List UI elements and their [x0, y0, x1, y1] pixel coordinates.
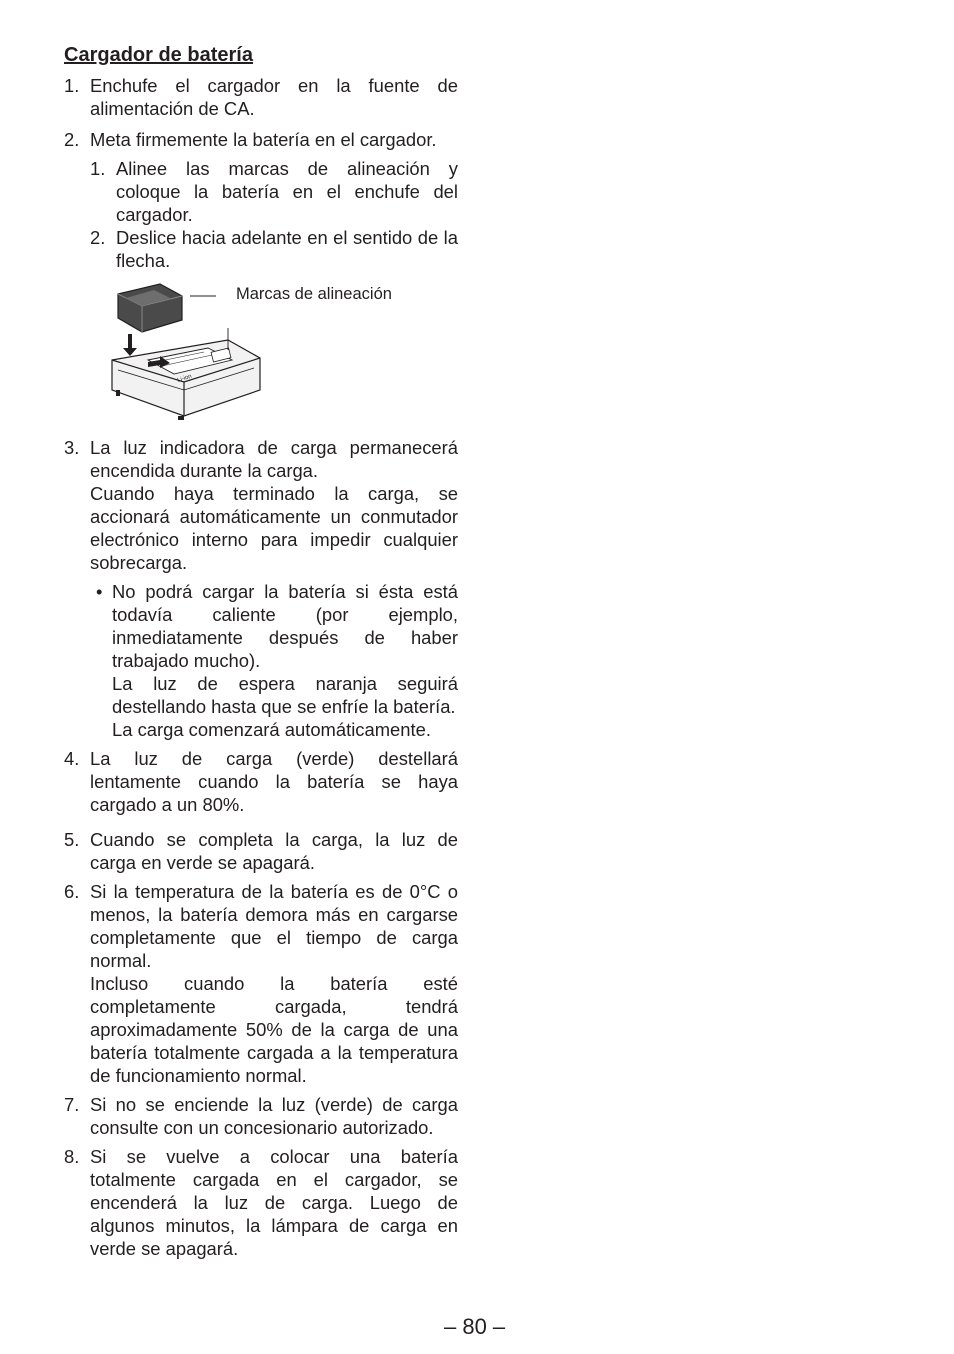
item-text: Meta firmemente la batería en el cargador.: [90, 129, 437, 150]
sub-item-number: 2.: [90, 227, 106, 248]
bullet-text: No podrá cargar la batería si ésta está todavía caliente (por ejemplo, inmediatamente después de haber trabajado mucho).: [112, 581, 458, 671]
sub-item-number: 1.: [90, 158, 106, 179]
list-item-5: [64, 828, 458, 874]
item-text: Cuando se completa la carga, la luz de carga en verde se apagará.: [90, 829, 458, 873]
list-item-2: [64, 128, 458, 432]
bullet-dot: •: [96, 581, 103, 602]
item-number: 5.: [64, 829, 80, 850]
charger-text: Li-ion: [176, 373, 193, 384]
bullet-text-final: La carga comenzará automáticamente.: [112, 719, 431, 740]
battery-charger-illustration: [108, 282, 288, 432]
sub-item-1: [90, 157, 458, 226]
item-text: La luz de carga (verde) destellará lentamente cuando la batería se haya cargado a un 80%.: [90, 748, 458, 815]
alignment-marks-label: Marcas de alineación: [236, 285, 392, 303]
section-title: Cargador de batería: [64, 44, 253, 66]
item-text: Enchufe el cargador en la fuente de alimentación de CA.: [90, 75, 458, 119]
list-item-3: [64, 436, 458, 741]
charger-figure: [90, 282, 458, 432]
item-text: Si la temperatura de la batería es de 0°C o menos, la batería demora más en cargarse completamente que el tiempo de carga normal.: [90, 881, 458, 971]
sub-item-text: Deslice hacia adelante en el sentido de la flecha.: [116, 227, 458, 271]
item-text: Si se vuelve a colocar una batería totalmente cargada en el cargador, se encenderá la luz de carga. Luego de algunos minutos, la lámpara de carga en verde se apagará.: [90, 1146, 458, 1259]
item-number: 7.: [64, 1094, 80, 1115]
sub-item-text: Alinee las marcas de alineación y coloque la batería en el enchufe del cargador.: [116, 158, 458, 225]
item-number: 6.: [64, 881, 80, 902]
list-item-4: [64, 747, 458, 816]
item-text: La luz indicadora de carga permanecerá encendida durante la carga.: [90, 437, 458, 481]
page-number: – 80 –: [444, 1314, 506, 1339]
item-number: 4.: [64, 748, 80, 769]
item-number: 8.: [64, 1146, 80, 1167]
item-text-continued: Incluso cuando la batería esté completamente cargada, tendrá aproximadamente 50% de la carga de una batería totalmente cargada a la temperatura de funcionamiento normal.: [90, 973, 458, 1086]
list-item-1: [64, 74, 458, 120]
item-number: 3.: [64, 437, 80, 458]
item-text-continued: Cuando haya terminado la carga, se accionará automáticamente un conmutador electrónico interno para impedir cualquier sobrecarga.: [90, 483, 458, 573]
bullet-text-continued: La luz de espera naranja seguirá destellando hasta que se enfríe la batería.: [112, 673, 458, 717]
list-item-7: [64, 1093, 458, 1139]
item-number: 1.: [64, 75, 80, 96]
content-column: [64, 40, 458, 1260]
sub-item-2: [90, 226, 458, 272]
item-number: 2.: [64, 129, 80, 150]
list-item-8: [64, 1145, 458, 1260]
note-bullet: [90, 580, 458, 741]
list-item-6: [64, 880, 458, 1087]
item-text: Si no se enciende la luz (verde) de carga consulte con un concesionario autorizado.: [90, 1094, 458, 1138]
